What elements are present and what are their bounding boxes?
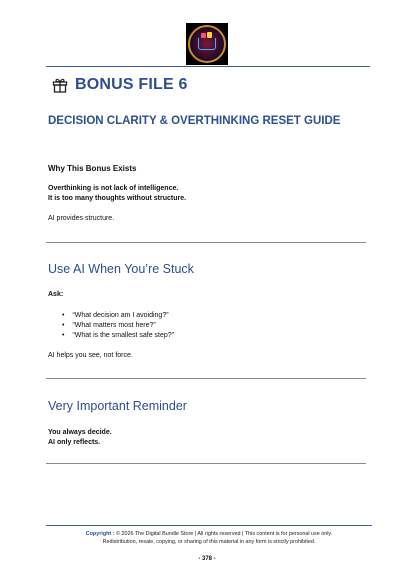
question-text: “What decision am I avoiding?” bbox=[72, 312, 169, 319]
reminder-body bbox=[48, 428, 112, 448]
why-line-2: It is too many thoughts without structure. bbox=[48, 195, 187, 202]
store-logo bbox=[186, 23, 228, 65]
list-item bbox=[62, 331, 174, 341]
list-item bbox=[62, 321, 174, 331]
gift-icon bbox=[52, 77, 68, 93]
list-item bbox=[62, 311, 174, 321]
ask-label: Ask: bbox=[48, 291, 64, 298]
header-divider bbox=[46, 66, 370, 67]
reminder-line-2: AI only reflects. bbox=[48, 439, 101, 446]
footer bbox=[46, 530, 372, 546]
copyright-label: Copyright : bbox=[85, 531, 115, 537]
guide-title: DECISION CLARITY & OVERTHINKING RESET GUIDE bbox=[48, 115, 341, 127]
section-divider bbox=[46, 463, 366, 464]
shopping-cart-icon bbox=[198, 38, 216, 50]
bullet-icon: • bbox=[62, 312, 65, 319]
bullet-icon: • bbox=[62, 322, 65, 329]
why-body bbox=[48, 184, 186, 204]
bonus-title: BONUS FILE 6 bbox=[75, 76, 188, 93]
bonus-title-row bbox=[52, 76, 188, 94]
section-divider bbox=[46, 378, 366, 379]
footer-divider bbox=[46, 525, 372, 526]
stuck-heading: Use AI When You’re Stuck bbox=[48, 262, 194, 276]
page-number: - 378 - bbox=[198, 556, 216, 562]
section-divider bbox=[46, 242, 366, 243]
copyright-text: © 2026 The Digital Bundle Store | All rights reserved | This content is for personal use only. bbox=[116, 531, 333, 537]
why-line-3: AI provides structure. bbox=[48, 215, 115, 222]
question-list bbox=[62, 311, 174, 341]
why-line-1: Overthinking is not lack of intelligence. bbox=[48, 185, 179, 192]
reminder-line-1: You always decide. bbox=[48, 429, 112, 436]
logo-ring bbox=[188, 25, 226, 63]
stuck-closing: AI helps you see, not force. bbox=[48, 352, 133, 359]
question-text: “What matters most here?” bbox=[72, 322, 156, 329]
footer-line-2: Redistribution, resale, copying, or sharing of this material in any form is strictly prohibited. bbox=[102, 539, 316, 545]
bullet-icon: • bbox=[62, 332, 65, 339]
question-text: “What is the smallest safe step?” bbox=[72, 332, 174, 339]
reminder-heading: Very Important Reminder bbox=[48, 399, 187, 413]
why-heading: Why This Bonus Exists bbox=[48, 164, 137, 173]
footer-line-1 bbox=[46, 530, 372, 538]
